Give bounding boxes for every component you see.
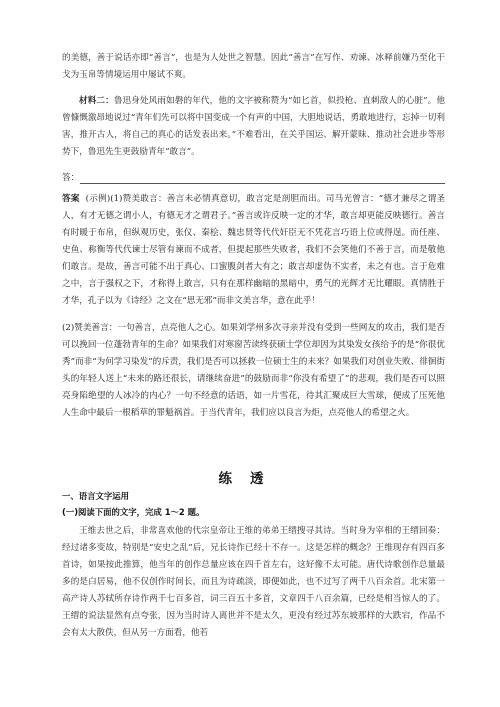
section-title: 练透 — [218, 471, 282, 487]
answer-one-text: (示例)(1)赞美敢言：善言未必情真意切，敢言定是剖胆而出。司马光曾言：“德才兼尽之谓圣人，有才无德之谓小人，有德无才之谓君子。”善言或许反映一定的才华，敢言却更能反映德行。善言有时暖于布帛，但纵观历史，张仪、秦桧、魏忠贤等代代奸臣无不凭花言巧语上位或得逞。而任座、史鱼、称衡等代代谏士尽管有谏而不成者，但提起那些失败者，我们不会笑他们不善于言，而是敬他们敢言。是故，善言可能不出于真心、口蜜腹剑者大有之；敢言却虚伪不实者，未之有也。言于危难之中，言于强权之下，才称得上敢言，只有在那样幽暗的黑暗中，勇气的光辉才无比耀眼。真情胜于才华，孔子以为《诗经》之文在“思无邪”而非文美言华，意在此乎！ — [62, 194, 445, 306]
answer-writing-line — [80, 183, 445, 184]
answer-label: 答案 — [62, 194, 80, 204]
answer-prompt-label: 答： — [62, 173, 80, 183]
heading-reading-instruction: (一)阅读下面的文字，完成 1～2 题。 — [62, 507, 205, 517]
material-two-paragraph — [62, 93, 445, 161]
material-two-text: 鲁迅身处风雨如磐的年代，他的文字被称赞为“如匕首，似投枪、直刺敌人的心脏”。他曾慷慨激昂地说过“青年们先可以将中国变成一个有声的中国，大胆地说话，勇敢地进行，忘掉一切利害，推开古人，将自己的真心的话发表出来。”不难看出，在关乎国运、解开蒙昧、推动社会进步等形势下，鲁迅先生更鼓励青年“敢言”。 — [62, 96, 445, 157]
reading-passage: 王维去世之后，非常喜欢他的代宗皇帝让王维的弟弟王缙搜寻其诗。当时身为宰相的王缙回奏：经过诸多变故，特别是“安史之乱”后，兄长诗作已经十不存一。这是怎样的概念？王维现存有四百多首诗，如果按此推算，他当年的创作总量应该在四千首左右，这好像不太可能。唐代诗歌创作总量最多的是白居易，他不仅创作时间长，而且为诗疏淡，即便如此，也不过写了两千八百余首。北宋第一高产诗人苏轼所存诗作两千七百多首，词三百五十多首，文章四千八百余篇，已经是相当惊人的了。王缙的说法显然有点夸张，因为当时诗人离世并不是太久，更没有经过苏东坡那样的大跌宕，作品不会有太大散佚，但从另一方面看，他若 — [62, 526, 445, 638]
answer-paragraph-one — [62, 191, 445, 310]
heading-language-use: 一、语言文字运用 — [62, 491, 129, 501]
material-one-ending: 的美德，善于说话亦即“善言”，也是为人处世之智慧。因此“善言”在写作、劝谏、冰释前嫌乃至化干戈为玉帛等情境运用中屡试不爽。 — [62, 53, 445, 80]
material-two-label: 材料二： — [79, 96, 114, 106]
answer-paragraph-two: (2)赞美善言：一句善言，点亮他人之心。如果刘学州多次寻亲并没有受到一些网友的攻击，我们是否可以挽回一位蓬勃青年的生命？如果我们对寒窗苦读终获硕士学位却因为其染发女孩给予的是“你很优秀”而非“为何学习染发”的斥责，我们是否可以拯救一位硕士生的未来？如果我们对创业失败、徘徊街头的年轻人送上“未来的路还很长，请继续奋进”的鼓励而非“你没有希望了”的悲观，我们是否可以照亮身陷绝望的人冰冷的内心？一句不经意的话语，如一片雪花，待其汇聚成巨大雪球，便成了压死他人生命中最后一根稻草的罪魁祸首。于当代青年，我们应以良言为炬，点亮他人的希望之火。 — [62, 323, 445, 418]
answer-prompt-line[interactable] — [62, 170, 445, 187]
